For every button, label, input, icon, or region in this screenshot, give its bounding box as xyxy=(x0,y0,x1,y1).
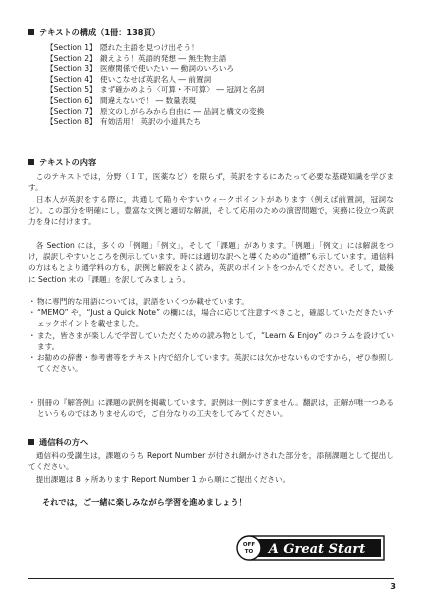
toc-section-title: 有効活用！ 英訳の小道具たち xyxy=(100,117,202,127)
bullet-mark: ・ xyxy=(28,398,36,407)
a-great-start-badge xyxy=(236,533,386,563)
bullet-list xyxy=(28,296,394,374)
bullet-extra xyxy=(28,397,394,419)
square-bullet-icon xyxy=(28,439,34,445)
bullet-mark: ・ xyxy=(28,353,36,363)
toc-item xyxy=(46,96,264,107)
toc-item xyxy=(46,75,264,86)
toc-item xyxy=(46,85,264,96)
toc-section-title: 原文のしがらみから自由に ― 品詞と構文の変換 xyxy=(100,106,265,116)
badge-to-label: TO xyxy=(244,549,254,555)
heading-tsushin: 通信科の方へ xyxy=(28,437,88,448)
badge-title: A Great Start xyxy=(268,542,366,557)
bullet-item xyxy=(28,296,394,307)
bullet-text: “MEMO” や，“Just a Quick Note” の欄には，場合に応じて注意すべきこと，確認していただきたいチェックポイントを載せました。 xyxy=(37,308,394,329)
bullet-item xyxy=(28,330,394,352)
content-paragraph: 各 Section には，多くの「例題」「例文」，そして「課題」があります。「例題」「例文」には解説をつけ，誤訳しやすいところを例示しています。時には適切な訳へと導くための“道標”も示しています。通信料の方はもとより通学料の方も，訳例と解説をよく読み，英訳のポイントをつかんでください。そして，最後に Section 末の「課題」を訳してみましょう。 xyxy=(28,241,394,284)
toc-section-title: 医療関係で使いたい ― 動詞のいろいろ xyxy=(100,64,234,74)
toc-section-label: 【Section 7】 xyxy=(46,106,97,116)
bullet-mark: ・ xyxy=(28,330,36,340)
bullet-extra-text: 別冊の『解答例』に課題の訳例を掲載しています。訳例は一例にすぎません。翻訳は，正解が唯一つあるというものではありませんので，ご自分なりの工夫をしてみてください。 xyxy=(37,398,394,419)
heading-structure: テキストの構成（1冊：138頁） xyxy=(28,27,160,38)
tsushin-paragraph: 提出課題は 8 ヶ所あります Report Number 1 から順にご提出ください。 xyxy=(28,475,291,484)
off-to-icon xyxy=(237,536,261,560)
bullet-item xyxy=(28,307,394,329)
tsushin-paragraph: 通信科の受講生は，課題のうち Report Number が付され網かけされた部分を，添削課題として提出してください。 xyxy=(28,451,394,472)
badge-off-label: OFF xyxy=(242,542,256,548)
footer-divider xyxy=(28,578,394,579)
bullet-text: 物に専門的な用語については，訳語をいくつか載せています。 xyxy=(37,297,249,306)
content-paragraph: このテキストでは，分野（ＩＴ，医薬など）を限らず，英訳をするにあたって必要な基礎知識を学びます。 xyxy=(28,172,394,193)
toc-section-title: 隠れた主語を見つけ出そう！ xyxy=(100,43,199,52)
toc-item xyxy=(46,107,264,118)
toc-list xyxy=(46,43,264,128)
square-bullet-icon xyxy=(28,29,34,35)
toc-section-label: 【Section 1】 xyxy=(46,43,97,52)
toc-section-title: 間違えないで！ ― 数量表現 xyxy=(100,95,196,105)
bullet-text: お勧めの辞書・参考書等をテキスト内で紹介しています。英訳には欠かせないものですから，ぜひ参照してください。 xyxy=(37,353,394,374)
square-bullet-icon xyxy=(28,159,34,165)
bullet-mark: ・ xyxy=(28,297,36,306)
toc-section-label: 【Section 3】 xyxy=(46,64,97,74)
toc-section-title: まず確かめよう〈可算・不可算〉 ― 冠詞と名詞 xyxy=(100,85,265,95)
bullet-text: また，皆さまが楽しんで学習していただくための読み物として，“Learn & Enjoy” のコラムを設けています。 xyxy=(37,330,394,351)
closing-message: それでは，ご一緒に楽しみながら学習を進めましょう！ xyxy=(42,497,247,507)
content-paragraph: 日本人が英訳をする際に，共通して陥りやすいウィークポイントがあります（例えば前置詞，冠詞など）。この部分を明確にし，豊富な文例と適切な解説，そして応用のための演習問題で，実務に役立つ英訳力を身に付けます。 xyxy=(28,195,394,227)
toc-item xyxy=(46,64,264,75)
toc-section-label: 【Section 6】 xyxy=(46,95,97,105)
toc-item xyxy=(46,54,264,65)
toc-item xyxy=(46,117,264,128)
toc-section-label: 【Section 5】 xyxy=(46,85,97,95)
toc-section-label: 【Section 4】 xyxy=(46,74,97,84)
bullet-item xyxy=(28,352,394,374)
bullet-mark: ・ xyxy=(28,308,36,318)
toc-section-label: 【Section 2】 xyxy=(46,53,97,63)
toc-section-label: 【Section 8】 xyxy=(46,117,97,127)
toc-section-title: 使いこなせば英訳名人 ― 前置詞 xyxy=(100,74,212,84)
page-number: 3 xyxy=(390,582,396,591)
toc-section-title: 鍛えよう！英語的発想 ― 無生物主語 xyxy=(100,53,227,63)
heading-content: テキストの内容 xyxy=(28,157,96,168)
toc-item xyxy=(46,43,264,54)
